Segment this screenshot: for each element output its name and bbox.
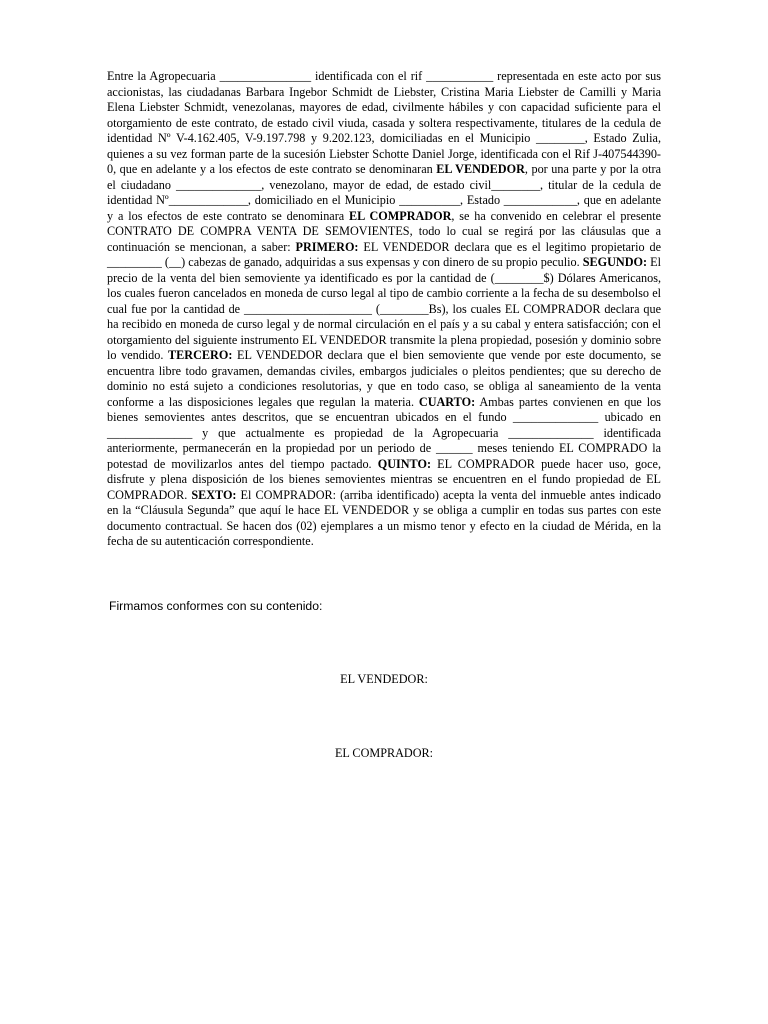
party-vendedor-label: EL VENDEDOR [436,162,525,176]
clause-segundo-text: El precio de la venta del bien semoviente ya identificado es por la cantidad de (________$) Dólares Americanos, los cuales fueron cancelados en moneda de curso legal al tipo de cambio corriente a la fecha de su desembolso el cual fue por la cantidad de _____________________ (________Bs), los cuales EL COMPRADOR declara que ha recibido en moneda de curso legal y de normal circulación en el país y a su cabal y entera satisfacción; con el otorgamiento del siguiente instrumento EL VENDEDOR transmite la plena propiedad, posesión y dominio sobre lo vendido. [107,255,661,362]
contract-text-3: , se ha convenido en celebrar el presente CONTRATO DE COMPRA VENTA DE SEMOVIENTES, todo lo cual se regirá por las cláusulas que a continuación se mencionan, a saber: [107,208,662,254]
contract-text-1: Entre la Agropecuaria _______________ identificada con el rif ___________ representada en este acto por sus accionistas, las ciudadanas Barbara Ingebor Schmidt de Liebster, Cristina Maria Liebster de Camilli y Maria Elena Liebster Schmidt, venezolanas, mayores de edad, civilmente hábiles y con capacidad suficiente para el otorgamiento de este contrato, de estado civil viuda, casada y soltera respectivamente, titulares de la cedula de identidad Nº V-4.162.405, V-9.197.798 y 9.202.123, domiciliadas en el Municipio ________, Estado Zulia, quienes a su vez forman parte de la sucesión Liebster Schotte Daniel Jorge, identificada con el Rif J-407544390-0, que en adelante y a los efectos de este contrato se denominaran [107,69,661,176]
contract-text-2: , por una parte y por la otra el ciudadano ______________, venezolano, mayor de edad, de estado civil________, titular de la cedula de identidad Nº_____________, domiciliado en el Municipio __________, Estado ____________, que en adelante y a los efectos de este contrato se denominara [107,162,661,223]
contract-body [107,69,661,550]
clause-primero-text: EL VENDEDOR declara que es el legitimo propietario de _________ (__) cabezas de ganado, adquiridas a sus expensas y con dinero de su propio peculio. [107,239,661,269]
clause-quinto-heading: QUINTO: [377,456,432,471]
clause-tercero-text: EL VENDEDOR declara que el bien semoviente que vende por este documento, se encuentra libre todo gravamen, demandas civiles, embargos judiciales o pleitos pendientes; que su derecho de dominio no está sujeto a condiciones resolutorias, y que en todo caso, se obliga al saneamiento de la venta conforme a las disposiciones legales que regulan la materia. [107,348,662,409]
clause-quinto-text: EL COMPRADOR puede hacer uso, goce, disfrute y plena disposición de los bienes semovientes mientras se encuentren en el fundo propiedad de EL COMPRADOR. [107,456,661,502]
clause-sexto-text: El COMPRADOR: (arriba identificado) acepta la venta del inmueble antes indicado en la “Cláusula Segunda” que aquí le hace EL VENDEDOR y se obliga a cumplir en todas sus partes con este documento contractual. Se hacen dos (02) ejemplares a un mismo tenor y efecto en la ciudad de Mérida, en la fecha de su autenticación correspondiente. [107,487,661,548]
clause-primero-heading: PRIMERO: [295,239,359,254]
clause-cuarto-heading: CUARTO: [418,394,476,409]
clause-cuarto-text: Ambas partes convienen en que los bienes semovientes antes descritos, que se encuentran ubicados en el fundo ______________ ubicado en ______________ y que actualmente es propiedad de la Agropecuaria ______________ identificada anteriormente, permanecerán en la propiedad por un periodo de ______ meses teniendo EL COMPRADO la potestad de movilizarlos antes del tiempo pactado. [107,394,661,471]
clause-sexto-heading: SEXTO: [191,487,237,502]
signature-vendedor: EL VENDEDOR: [340,672,428,686]
closing-statement: Firmamos conformes con su contenido: [109,599,323,613]
party-comprador-label: EL COMPRADOR [349,208,452,223]
clause-tercero-heading: TERCERO: [168,348,233,362]
clause-segundo-heading: SEGUNDO: [582,255,648,269]
signature-comprador: EL COMPRADOR: [334,746,434,760]
